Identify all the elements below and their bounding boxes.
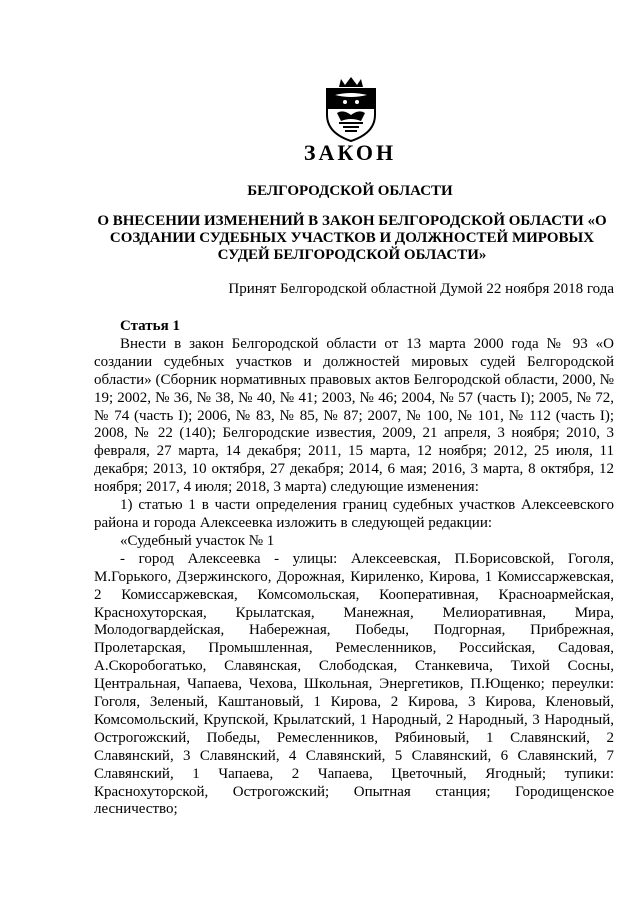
article-body: [94, 318, 614, 819]
article-paragraph-3: «Судебный участок № 1: [120, 532, 275, 549]
article-paragraph-1: Внести в закон Белгородской области от 13 марта 2000 года № 93 «О создании судебных участков и должностей мировых судей Белгородской области» (Сборник нормативных правовых актов Белгородской области, 2000, № 19; 2002, № 36, № 38, № 40, № 41; 2003, № 46; 2004, № 57 (часть I); 2005, № 72, № 74 (часть I); 2006, № 83, № 85, № 87; 2007, № 100, № 101, № 112 (часть I); 2008, № 22 (140); Белгородские известия, 2009, 21 апреля, 3 ноября; 2010, 3 февраля, 27 марта, 14 декабря; 2011, 15 марта, 12 ноября; 2012, 25 июля, 11 декабря; 2013, 10 октября, 27 декабря; 2014, 6 мая; 2016, 3 марта, 8 октября, 12 ноября; 2017, 4 июля; 2018, 3 марта) следующие изменения:: [94, 335, 614, 496]
region-subtitle: БЕЛГОРОДСКОЙ ОБЛАСТИ: [247, 183, 453, 199]
article-paragraph-2: 1) статью 1 в части определения границ судебных участков Алексеевского района и города Алексеевка изложить в следующей редакции:: [94, 497, 614, 531]
article-paragraph-4: - город Алексеевка - улицы: Алексеевская, П.Борисовской, Гоголя, М.Горького, Дзержинского, Дорожная, Кириленко, Кирова, 1 Комиссаржевская, 2 Комиссаржевская, Комсомольская, Кооперативная, Красноармейская, Краснохуторская, Крылатская, Манежная, Мелиоративная, Мира, Молодогвардейская, Набережная, Победы, Подгорная, Прибрежная, Пролетарская, Промышленная, Ремесленников, Российская, Садовая, А.Скоробогатько, Славянская, Слободская, Станкевича, Тихой Сосны, Центральная, Чапаева, Чехова, Школьная, Энергетиков, П.Ющенко; переулки: Гоголя, Зеленый, Каштановый, 1 Кирова, 2 Кирова, 3 Кирова, Кленовый, Комсомольский, Крупской, Крылатский, 1 Народный, 2 Народный, 3 Народный, Острогожский, Победы, Ремесленников, Рябиновый, 1 Славянский, 2 Славянский, 3 Славянский, 4 Славянский, 5 Славянский, 6 Славянский, 7 Славянский, 1 Чапаева, 2 Чапаева, Цветочный, Ягодный; тупики: Краснохуторской, Острогожский; Опытная станция; Городищенское лесничество;: [94, 550, 614, 818]
law-title: ЗАКОН: [303, 140, 397, 165]
belgorod-arms-icon: [323, 75, 379, 143]
article-title: Статья 1: [120, 318, 180, 334]
adoption-note: Принят Белгородской областной Думой 22 ноября 2018 года: [228, 281, 614, 297]
law-heading: О ВНЕСЕНИИ ИЗМЕНЕНИЙ В ЗАКОН БЕЛГОРОДСКОЙ ОБЛАСТИ «О СОЗДАНИИ СУДЕБНЫХ УЧАСТКОВ И ДОЛЖНОСТЕЙ МИРОВЫХ СУДЕЙ БЕЛГОРОДСКОЙ ОБЛАСТИ»: [97, 213, 607, 263]
coat-of-arms-emblem: [323, 75, 379, 143]
